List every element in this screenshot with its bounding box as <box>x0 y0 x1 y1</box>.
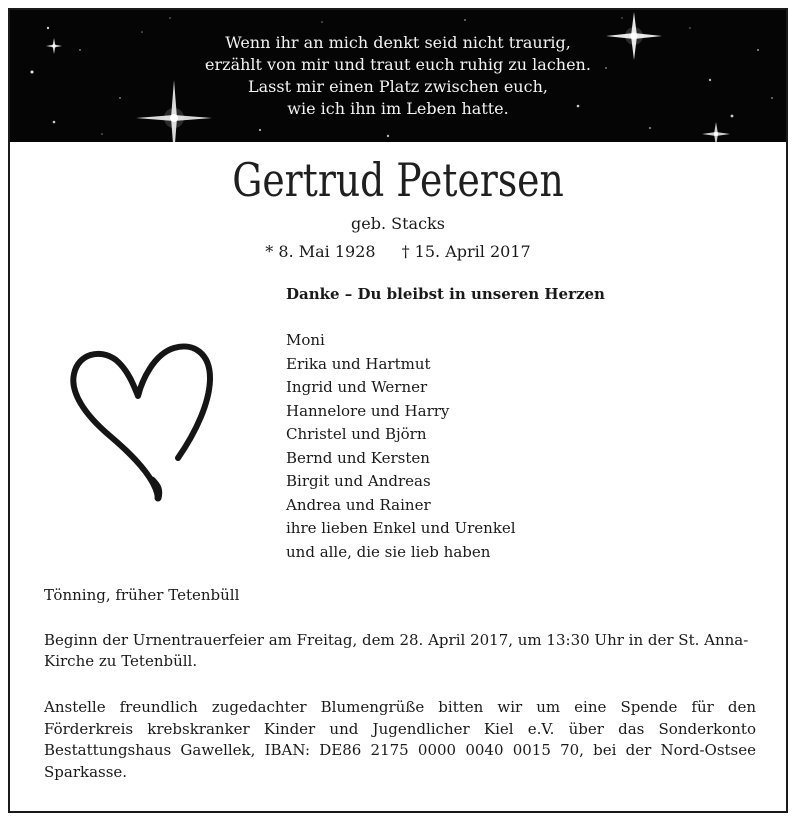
deceased-name: Gertrud Petersen <box>232 153 564 207</box>
list-item: Andrea und Rainer <box>286 495 431 514</box>
death-date: † 15. April 2017 <box>401 242 531 261</box>
sparkle-star-icon <box>702 122 730 142</box>
list-item: Ingrid und Werner <box>286 378 428 396</box>
list-item: ihre lieben Enkel und Urenkel <box>286 519 516 537</box>
poem <box>10 32 786 120</box>
ceremony-info: Beginn der Urnentrauerfeier am Freitag, dem 28. April 2017, um 13:30 Uhr in der St. Anna-Kirche zu Tetenbüll. <box>44 631 749 670</box>
poem-line: wie ich ihn im Leben hatte. <box>287 99 509 118</box>
heart-icon <box>66 340 226 505</box>
mourners-list <box>286 329 516 564</box>
obituary-notice <box>8 8 788 813</box>
location-line: Tönning, früher Tetenbüll <box>44 586 240 604</box>
birth-date: * 8. Mai 1928 <box>265 242 376 261</box>
poem-line: Wenn ihr an mich denkt seid nicht traurig, <box>225 33 571 52</box>
list-item: Hannelore und Harry <box>286 401 450 420</box>
list-item: Moni <box>286 331 325 349</box>
list-item: Birgit und Andreas <box>286 472 431 490</box>
starry-banner <box>10 10 786 142</box>
donation-info: Anstelle freundlich zugedachter Blumengrüße bitten wir um eine Spende für den Förderkreis krebskranker Kinder und Jugendlicher Kiel e.V. über das Sonderkonto Bestattungshaus Gawellek, IBAN: DE86 2175 0000 0040 0015 70, bei der Nord-Ostsee Sparkasse. <box>44 698 756 781</box>
poem-line: erzählt von mir und traut euch ruhig zu lachen. <box>205 55 591 74</box>
list-item: Erika und Hartmut <box>286 354 431 373</box>
thanks-line: Danke – Du bleibst in unseren Herzen <box>286 285 605 303</box>
life-dates <box>10 242 786 262</box>
poem-line: Lasst mir einen Platz zwischen euch, <box>248 77 548 96</box>
list-item: Bernd und Kersten <box>286 448 430 467</box>
list-item: und alle, die sie lieb haben <box>286 542 491 561</box>
list-item: Christel und Björn <box>286 425 427 443</box>
maiden-name: geb. Stacks <box>351 214 445 233</box>
